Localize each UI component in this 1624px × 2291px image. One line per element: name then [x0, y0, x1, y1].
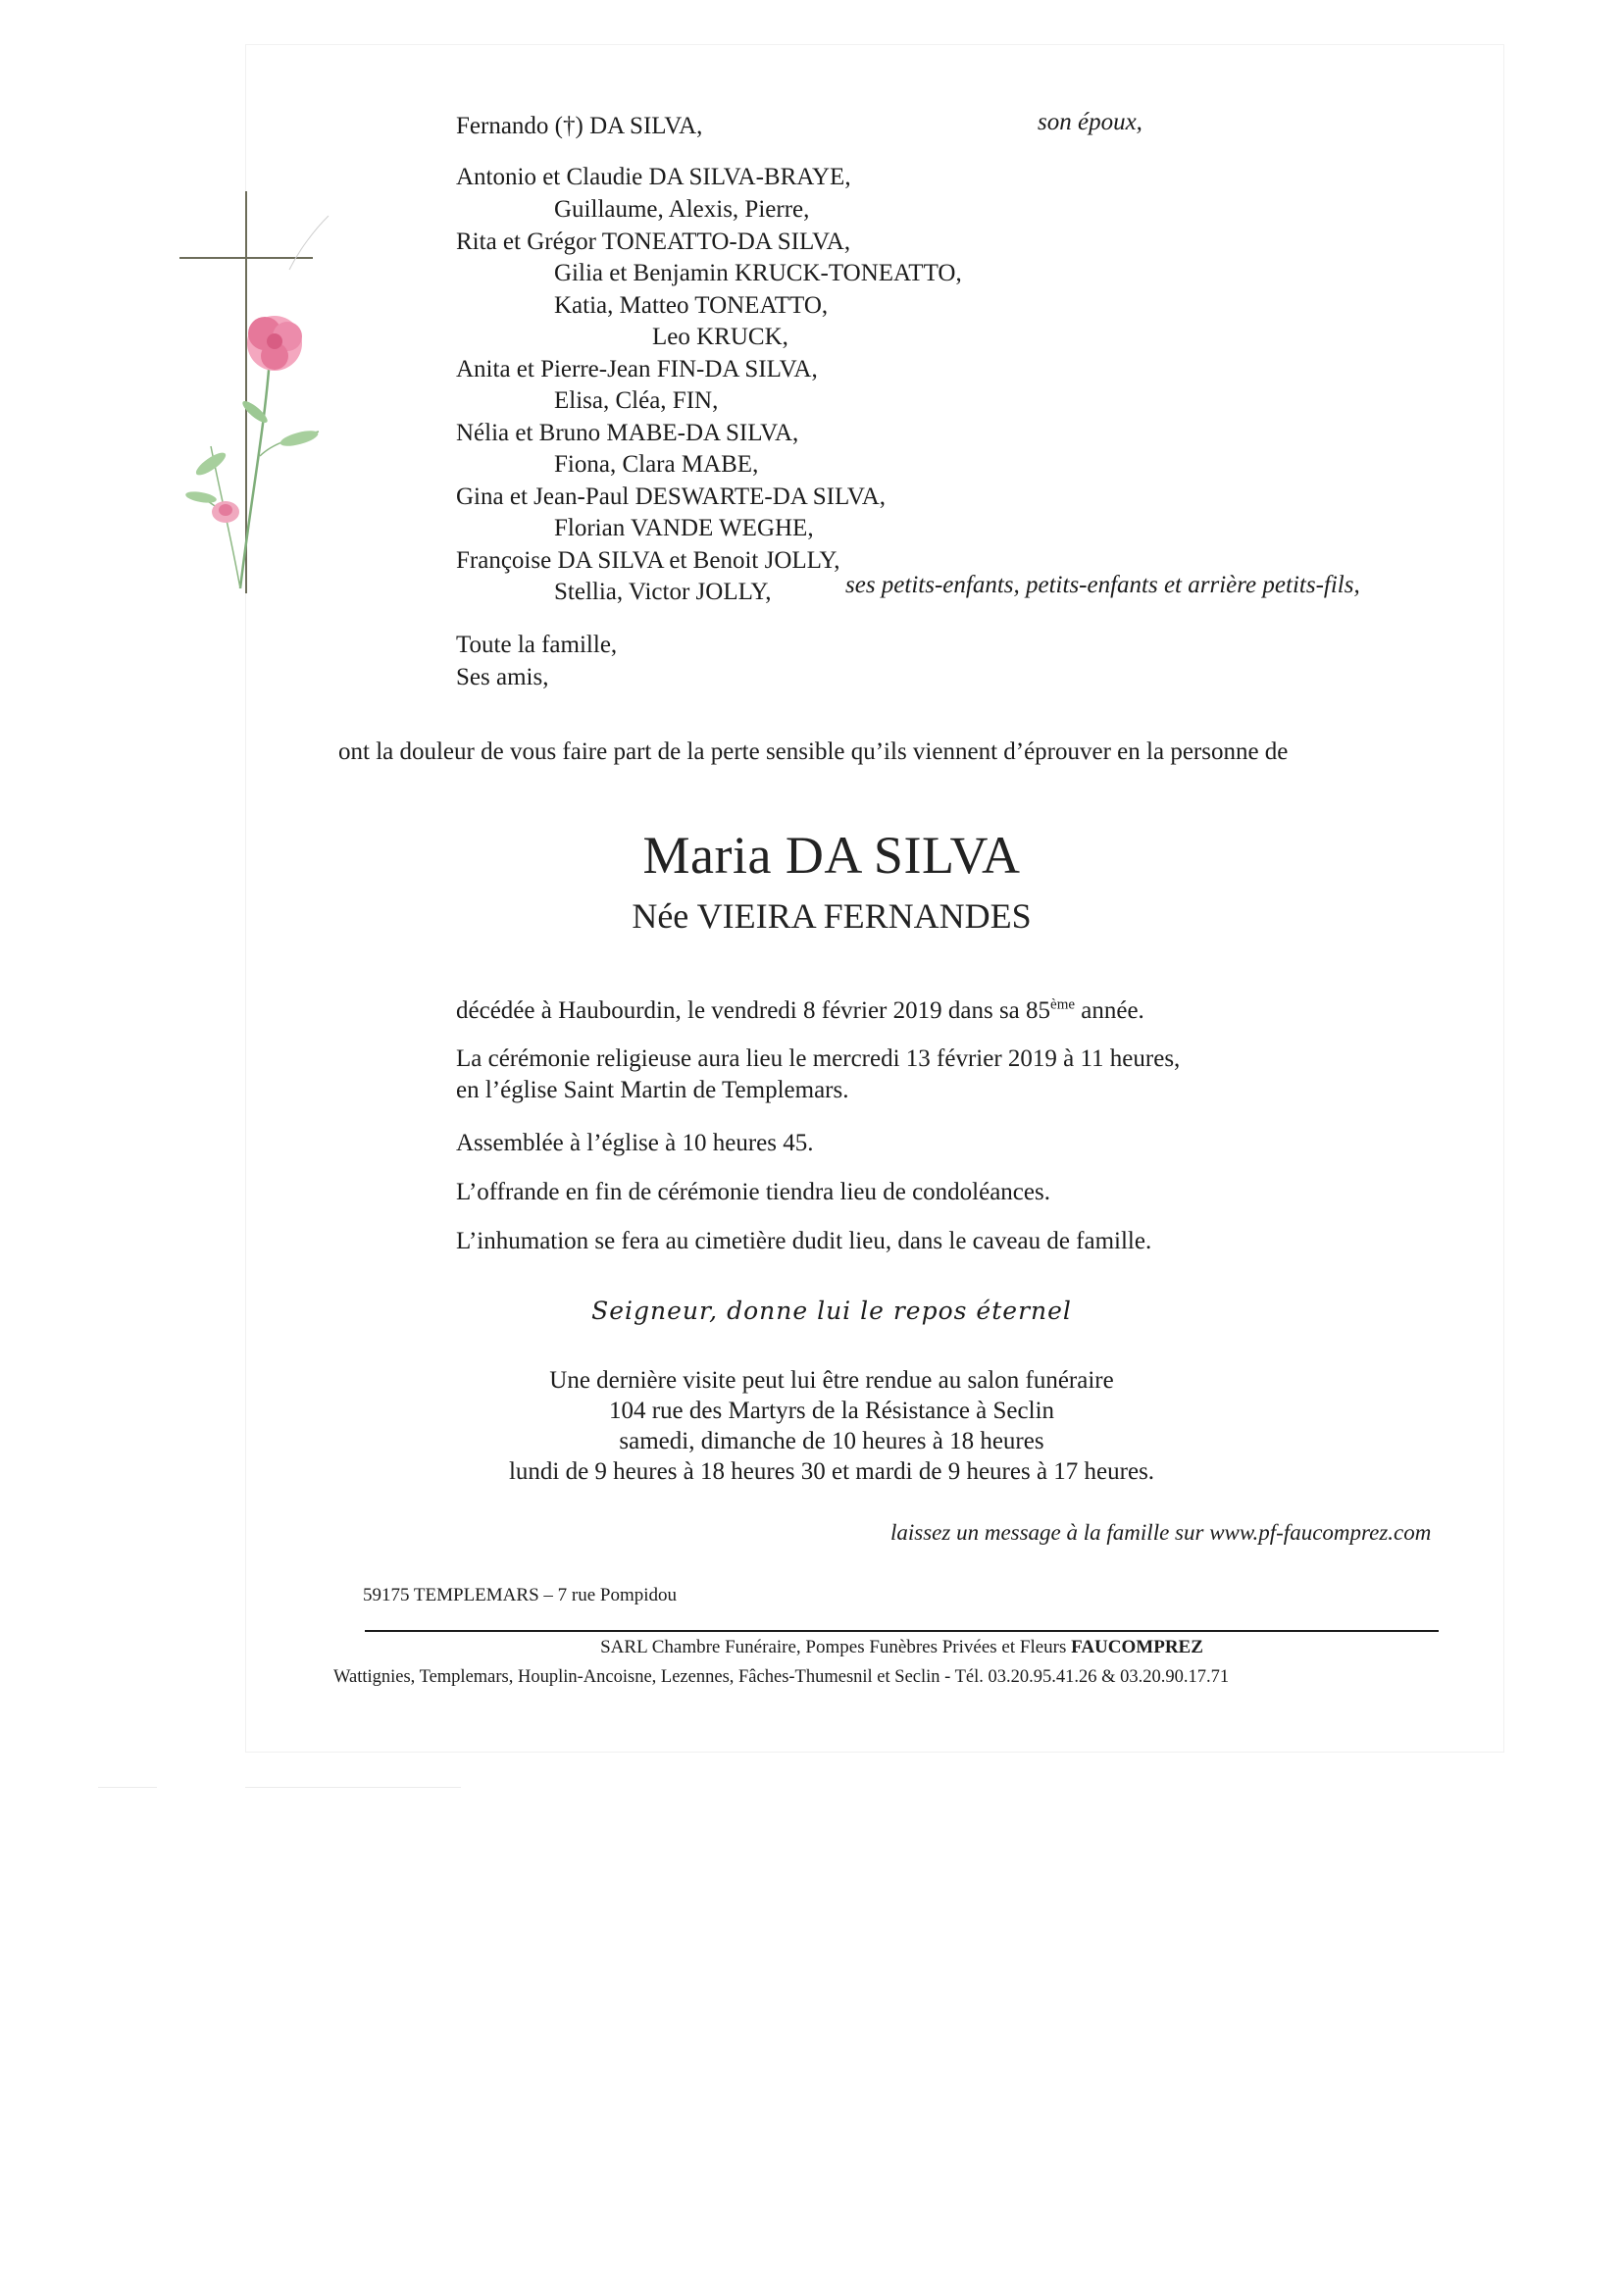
family-line: Antonio et Claudie DA SILVA-BRAYE,: [456, 164, 851, 190]
burial-text: L’inhumation se fera au cimetière dudit lieu, dans le caveau de famille.: [456, 1228, 1152, 1254]
assembly-text: Assemblée à l’église à 10 heures 45.: [456, 1130, 814, 1156]
family-line: Gina et Jean-Paul DESWARTE-DA SILVA,: [456, 484, 887, 510]
deceased-birth-name: Née VIEIRA FERNANDES: [632, 896, 1032, 936]
scan-edge-line: [98, 1787, 157, 1788]
death-end: année.: [1075, 997, 1144, 1024]
footer-company-text: SARL Chambre Funéraire, Pompes Funèbres Privées et Fleurs: [600, 1637, 1067, 1657]
scan-edge-line: [245, 1787, 461, 1788]
footer-company-brand: FAUCOMPREZ: [1071, 1637, 1203, 1657]
family-line: Guillaume, Alexis, Pierre,: [554, 196, 810, 223]
others-line: Toute la famille,: [456, 632, 618, 658]
footer-company: [365, 1636, 1439, 1659]
visit-line: samedi, dimanche de 10 heures à 18 heures: [619, 1428, 1044, 1454]
family-line: Françoise DA SILVA et Benoit JOLLY,: [456, 547, 840, 574]
offering-text: L’offrande en fin de cérémonie tiendra lieu de condoléances.: [456, 1179, 1050, 1205]
ceremony-line: en l’église Saint Martin de Templemars.: [456, 1077, 849, 1103]
family-line: Leo KRUCK,: [652, 324, 788, 350]
flower-illustration-icon: [181, 211, 338, 593]
death-details: [456, 996, 1144, 1026]
announcement-text: ont la douleur de vous faire part de la perte sensible qu’ils viennent d’éprouver en la personne de: [338, 738, 1289, 765]
visit-line: Une dernière visite peut lui être rendue au salon funéraire: [549, 1367, 1114, 1394]
death-text: décédée à Haubourdin, le vendredi 8 février 2019 dans sa 85: [456, 997, 1051, 1024]
family-line: Gilia et Benjamin KRUCK-TONEATTO,: [554, 260, 962, 286]
ceremony-line: La cérémonie religieuse aura lieu le mercredi 13 février 2019 à 11 heures,: [456, 1045, 1181, 1072]
spouse-name: Fernando (†) DA SILVA,: [456, 113, 703, 139]
address-text: 59175 TEMPLEMARS – 7 rue Pompidou: [363, 1585, 678, 1605]
family-line: Rita et Grégor TONEATTO-DA SILVA,: [456, 229, 851, 255]
family-line: Fiona, Clara MABE,: [554, 451, 759, 478]
grandchildren-role: ses petits-enfants, petits-enfants et arrière petits-fils,: [845, 572, 1360, 598]
footer-divider: [365, 1630, 1439, 1632]
visit-line: 104 rue des Martyrs de la Résistance à Seclin: [608, 1398, 1055, 1424]
family-line: Anita et Pierre-Jean FIN-DA SILVA,: [456, 356, 818, 382]
family-line: Katia, Matteo TONEATTO,: [554, 292, 829, 319]
deceased-name: Maria DA SILVA: [642, 826, 1021, 885]
spouse-role: son époux,: [1038, 109, 1142, 135]
website-message: laissez un message à la famille sur www.pf-faucomprez.com: [890, 1520, 1432, 1545]
family-line: Stellia, Victor JOLLY,: [554, 579, 772, 605]
family-line: Elisa, Cléa, FIN,: [554, 387, 719, 414]
visit-line: lundi de 9 heures à 18 heures 30 et mardi de 9 heures à 17 heures.: [508, 1458, 1155, 1485]
footer-locations: Wattignies, Templemars, Houplin-Ancoisne, Lezennes, Fâches-Thumesnil et Seclin - Tél. 03.20.95.41.26 & 03.20.90.17.71: [333, 1667, 1230, 1687]
family-line: Nélia et Bruno MABE-DA SILVA,: [456, 420, 799, 446]
prayer-text: Seigneur, donne lui le repos éternel: [591, 1297, 1072, 1325]
family-line: Florian VANDE WEGHE,: [554, 515, 814, 541]
others-line: Ses amis,: [456, 664, 549, 690]
death-ordinal-suffix: ème: [1050, 996, 1076, 1013]
